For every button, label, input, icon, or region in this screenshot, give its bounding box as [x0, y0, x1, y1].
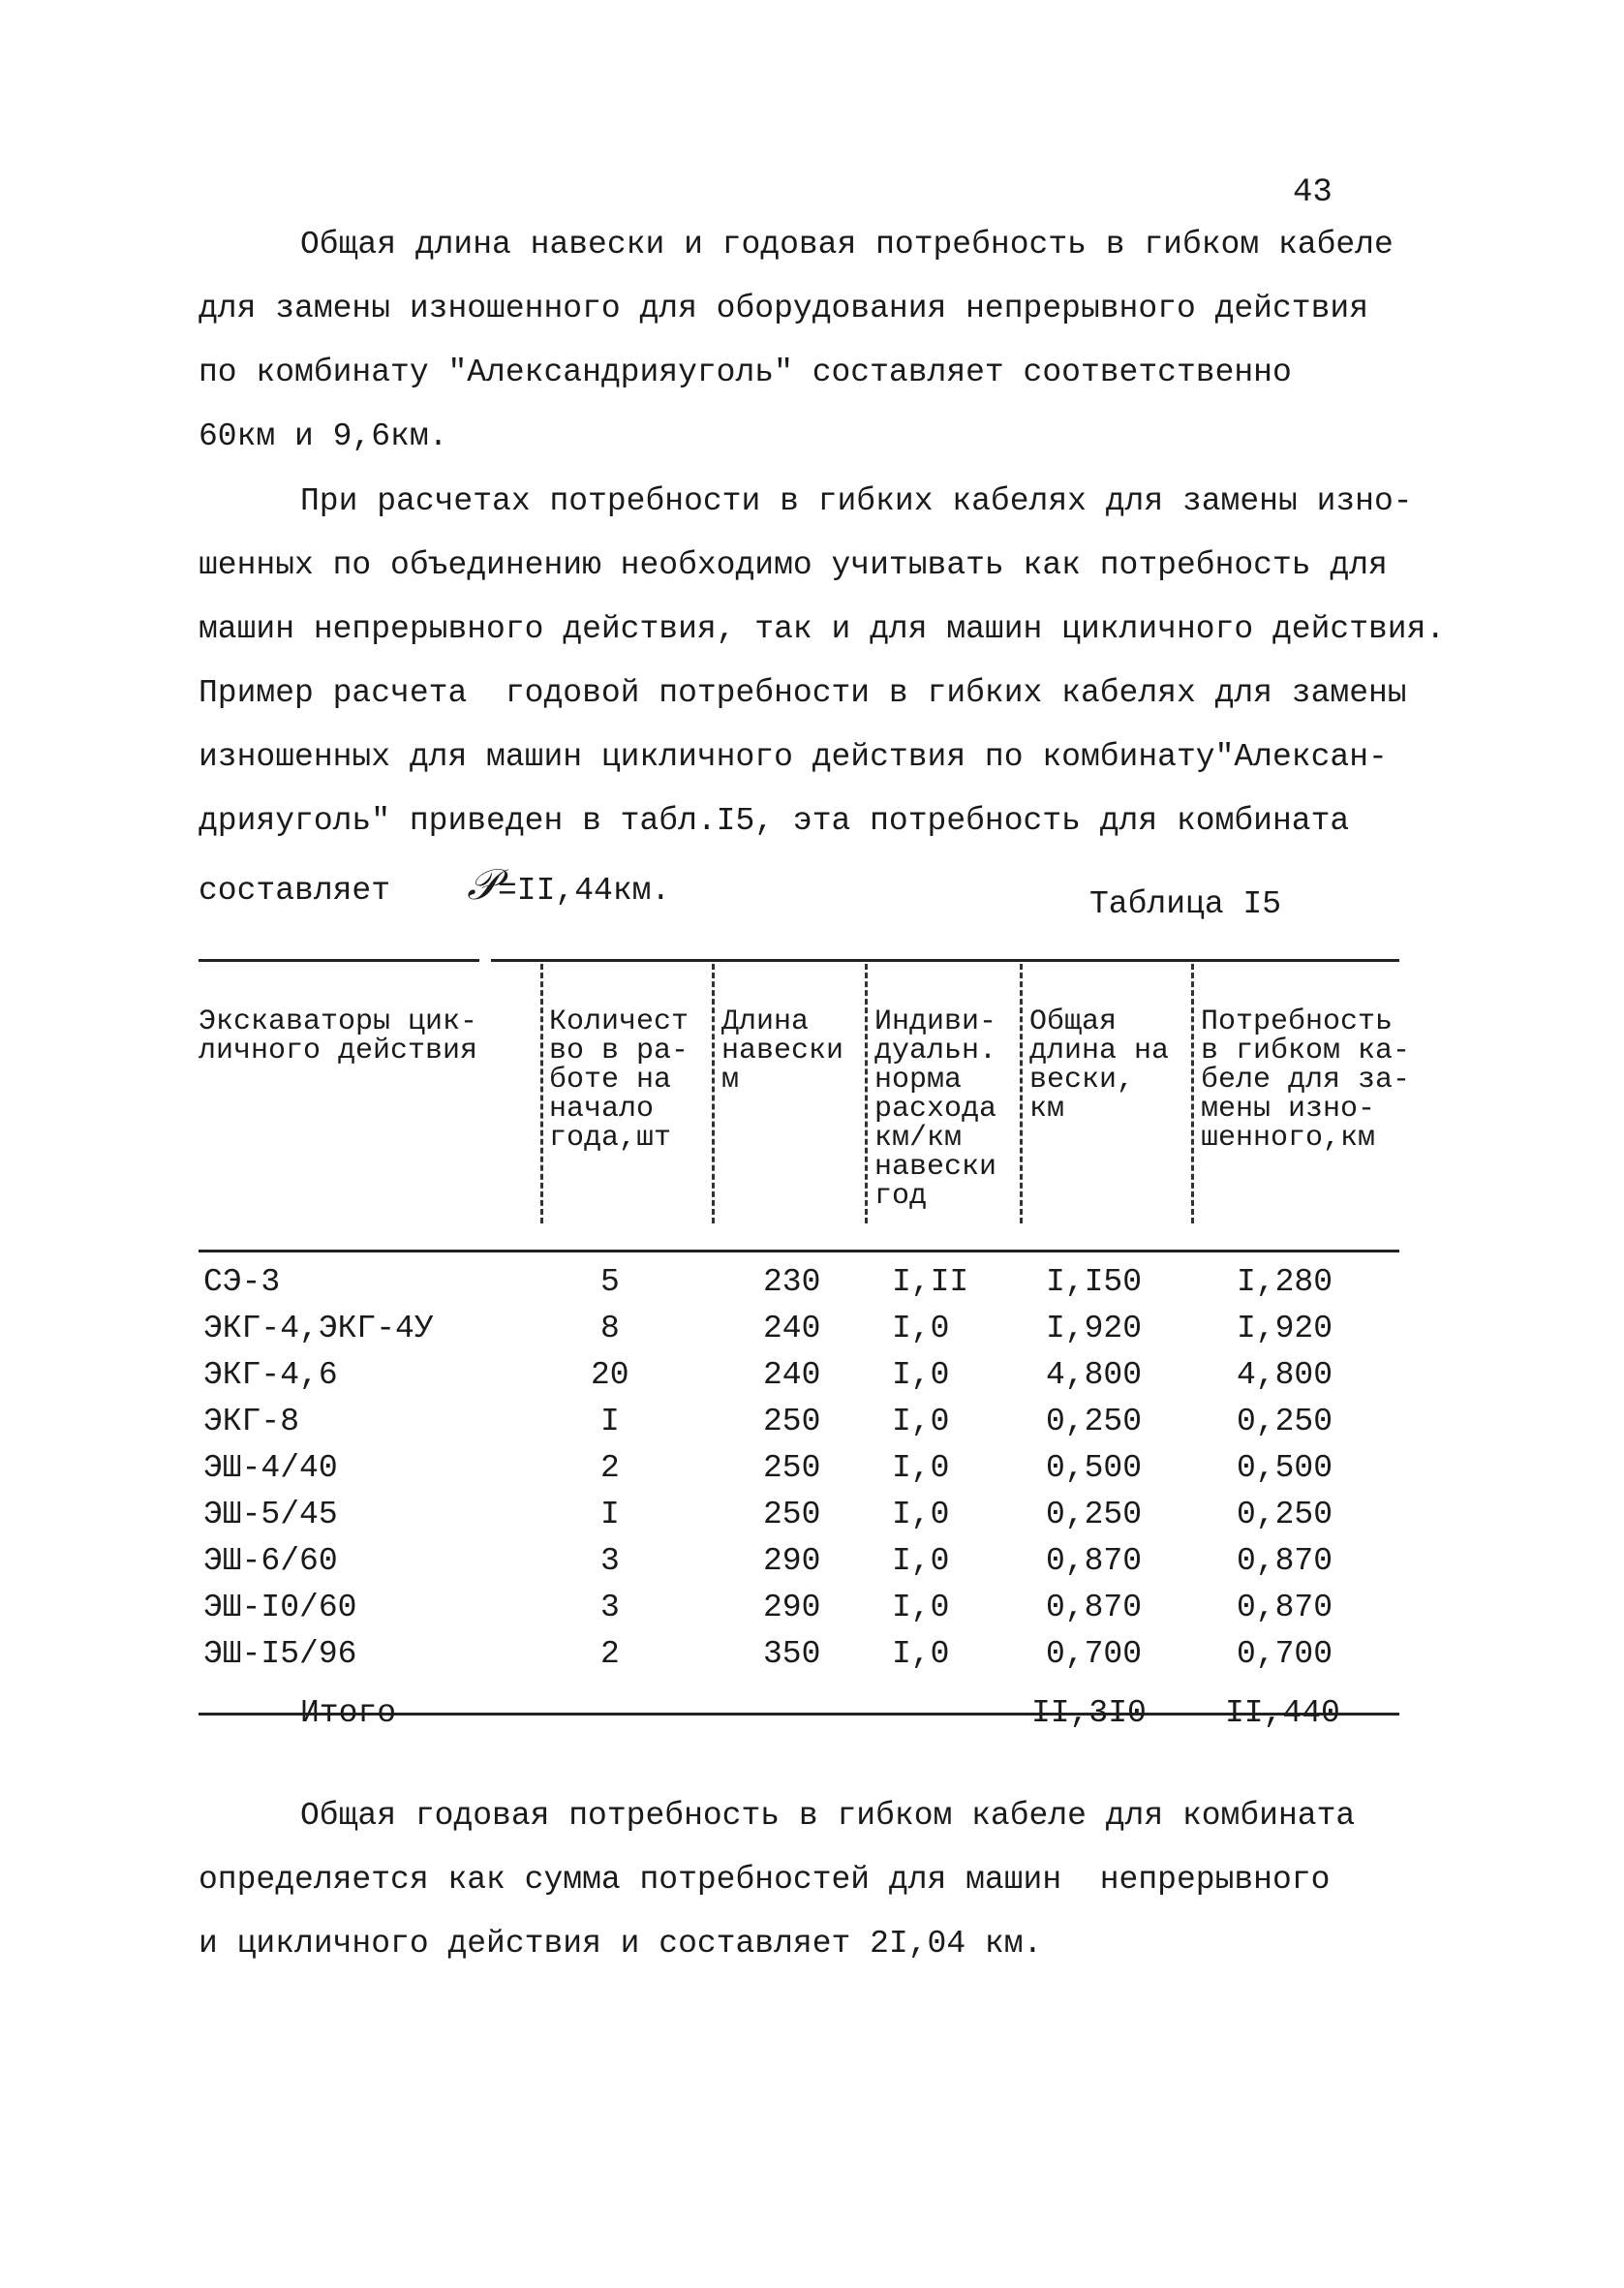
- paragraph-1-line: по комбинату "Александрияуголь" составляет соответственно: [199, 355, 1292, 390]
- table-row: [199, 1264, 1399, 1311]
- cell-length: 250: [763, 1450, 821, 1486]
- cell-total-length: I,I50: [1046, 1264, 1143, 1300]
- total-label: Итого: [300, 1695, 397, 1731]
- cell-norm: I,0: [892, 1590, 950, 1625]
- cell-count: I: [600, 1404, 620, 1439]
- cell-count: 3: [600, 1543, 620, 1579]
- cell-total-length: 0,870: [1046, 1590, 1143, 1625]
- paragraph-1-line: 60км и 9,6км.: [199, 418, 448, 454]
- cell-norm: I,II: [892, 1264, 969, 1300]
- cell-excavator: ЭШ-4/40: [203, 1450, 338, 1486]
- table-row: [199, 1543, 1399, 1590]
- cell-need: 0,870: [1237, 1543, 1333, 1579]
- cell-count: 3: [600, 1590, 620, 1625]
- cell-norm: I,0: [892, 1357, 950, 1393]
- column-divider: [1191, 964, 1194, 1223]
- cell-need: 0,500: [1237, 1450, 1333, 1486]
- total-need: II,440: [1225, 1695, 1340, 1731]
- paragraph-3-line: Общая годовая потребность в гибком кабеле для комбината: [300, 1798, 1356, 1834]
- paragraph-3-line: определяется как сумма потребностей для машин непрерывного: [199, 1862, 1331, 1898]
- column-divider: [865, 964, 868, 1223]
- formula-value: =II,44км.: [498, 873, 671, 909]
- total-length: II,3I0: [1031, 1695, 1147, 1731]
- cell-count: 2: [600, 1636, 620, 1672]
- paragraph-2-line: При расчетах потребности в гибких кабелях для замены изно-: [300, 483, 1413, 519]
- cell-norm: I,0: [892, 1450, 950, 1486]
- header-cell-excavators: Экскаваторы цик- личного действия: [199, 1005, 478, 1067]
- paragraph-2-line: машин непрерывного действия, так и для машин цикличного действия.: [199, 611, 1446, 647]
- header-cell-norm: Индиви- дуальн. норма расхода км/км навески год: [874, 1005, 997, 1213]
- cell-excavator: ЭКГ-8: [203, 1404, 300, 1439]
- data-table: [199, 959, 1411, 1734]
- cell-excavator: ЭШ-I5/96: [203, 1636, 357, 1672]
- paragraph-2-line: изношенных для машин цикличного действия по комбинату"Алексан-: [199, 739, 1388, 775]
- cell-need: I,920: [1237, 1311, 1333, 1346]
- table-row: [199, 1404, 1399, 1450]
- paragraph-2: [199, 470, 1457, 923]
- cell-length: 250: [763, 1497, 821, 1532]
- paragraph-1: [199, 213, 1457, 469]
- paragraph-3-line: и цикличного действия и составляет 2I,04 км.: [199, 1926, 1043, 1962]
- cell-total-length: 0,500: [1046, 1450, 1143, 1486]
- cell-count: 20: [591, 1357, 629, 1393]
- cell-length: 350: [763, 1636, 821, 1672]
- paragraph-2-line: Пример расчета годовой потребности в гибких кабелях для замены: [199, 675, 1407, 711]
- header-cell-total-length: Общая длина на вески, км: [1029, 1005, 1170, 1126]
- cell-excavator: ЭШ-6/60: [203, 1543, 338, 1579]
- paragraph-3: [199, 1784, 1457, 1976]
- cell-length: 240: [763, 1357, 821, 1393]
- header-cell-count: Количест во в ра- боте на начало года,шт: [549, 1005, 689, 1155]
- cell-length: 240: [763, 1311, 821, 1346]
- cell-need: 0,700: [1237, 1636, 1333, 1672]
- cell-norm: I,0: [892, 1497, 950, 1532]
- cell-excavator: ЭШ-I0/60: [203, 1590, 357, 1625]
- formula-symbol: 𝒫: [467, 860, 498, 910]
- paragraph-1-line: для замены изношенного для оборудования непрерывного действия: [199, 291, 1368, 326]
- table-top-rule: [491, 959, 1399, 962]
- page-number: 43: [1293, 174, 1333, 211]
- cell-need: 0,250: [1237, 1404, 1333, 1439]
- cell-need: I,280: [1237, 1264, 1333, 1300]
- header-bottom-rule: [199, 1250, 1399, 1252]
- cell-length: 290: [763, 1543, 821, 1579]
- column-divider: [712, 964, 715, 1223]
- column-divider: [540, 964, 543, 1223]
- header-cell-need: Потребность в гибком ка- беле для за- мены изно- шенного,км: [1201, 1005, 1411, 1155]
- table-row: [199, 1497, 1399, 1543]
- cell-length: 290: [763, 1590, 821, 1625]
- cell-total-length: 4,800: [1046, 1357, 1143, 1393]
- cell-norm: I,0: [892, 1404, 950, 1439]
- cell-count: 2: [600, 1450, 620, 1486]
- cell-count: 8: [600, 1311, 620, 1346]
- last-line-prefix: составляет: [199, 873, 391, 909]
- cell-total-length: 0,250: [1046, 1404, 1143, 1439]
- cell-need: 0,250: [1237, 1497, 1333, 1532]
- header-cell-length: Длина навески м: [721, 1005, 844, 1097]
- cell-need: 4,800: [1237, 1357, 1333, 1393]
- paragraph-2-line: шенных по объединению необходимо учитывать как потребность для: [199, 547, 1388, 583]
- cell-excavator: ЭКГ-4,6: [203, 1357, 338, 1393]
- paragraph-1-line: Общая длина навески и годовая потребность в гибком кабеле: [300, 227, 1394, 263]
- cell-total-length: 0,250: [1046, 1497, 1143, 1532]
- table-row: [199, 1311, 1399, 1357]
- cell-length: 250: [763, 1404, 821, 1439]
- cell-total-length: 0,870: [1046, 1543, 1143, 1579]
- cell-excavator: ЭШ-5/45: [203, 1497, 338, 1532]
- table-caption: Таблица I5: [1089, 886, 1282, 922]
- column-divider: [1020, 964, 1023, 1223]
- cell-need: 0,870: [1237, 1590, 1333, 1625]
- table-row: [199, 1450, 1399, 1497]
- table-row: [199, 1590, 1399, 1636]
- cell-total-length: 0,700: [1046, 1636, 1143, 1672]
- cell-excavator: ЭКГ-4,ЭКГ-4У: [203, 1311, 434, 1346]
- cell-norm: I,0: [892, 1636, 950, 1672]
- cell-count: 5: [600, 1264, 620, 1300]
- paragraph-2-line: дрияуголь" приведен в табл.I5, эта потребность для комбината: [199, 803, 1350, 839]
- cell-norm: I,0: [892, 1311, 950, 1346]
- cell-norm: I,0: [892, 1543, 950, 1579]
- cell-excavator: СЭ-3: [203, 1264, 281, 1300]
- table-row: [199, 1636, 1399, 1683]
- table-top-rule-left: [199, 959, 479, 962]
- table-row: [199, 1357, 1399, 1404]
- cell-total-length: I,920: [1046, 1311, 1143, 1346]
- cell-count: I: [600, 1497, 620, 1532]
- cell-length: 230: [763, 1264, 821, 1300]
